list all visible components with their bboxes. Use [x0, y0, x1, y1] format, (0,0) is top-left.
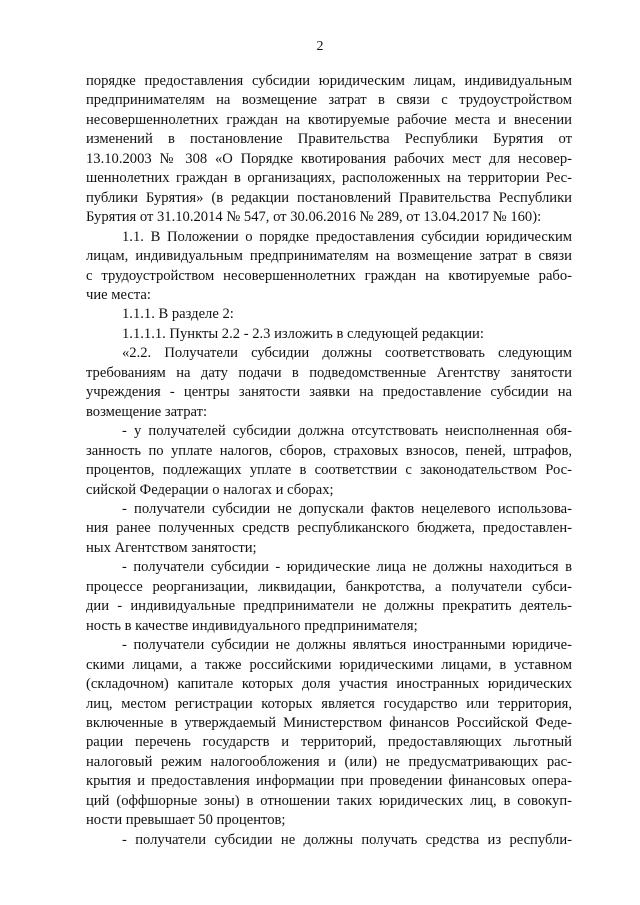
- text-line: - получатели субсидии не должны являться иностранными юридиче-: [122, 637, 572, 654]
- text-line: включенные в утверждаемый Министерством финансов Российской Феде-: [86, 714, 572, 731]
- text-line: рации перечень государств и территорий, предоставляющих льготный: [86, 734, 572, 751]
- page-number: 2: [316, 39, 324, 54]
- text-line: лиц, местом регистрации которых является государство или территория,: [86, 695, 572, 712]
- text-line: порядке предоставления субсидии юридическим лицам, индивидуальным: [86, 73, 572, 89]
- text-line: - получатели субсидии - юридические лица не должны находиться в: [122, 559, 572, 576]
- text-line: сийской Федерации о налогах и сборах;: [86, 481, 334, 498]
- text-line: ния ранее полученных средств республиканского бюджета, предоставлен-: [86, 520, 572, 537]
- text-line: - получатели субсидии не допускали фактов нецелевого использова-: [122, 500, 572, 517]
- text-line: изменений в постановление Правительства Республики Бурятия от: [86, 131, 572, 148]
- text-line: скими лицами, а также российскими юридическими лицами, в уставном: [86, 656, 572, 673]
- text-line: - у получателей субсидии должна отсутствовать неисполненная обя-: [122, 423, 572, 440]
- text-line: с трудоустройством несовершеннолетних граждан на квотируемые рабо-: [86, 267, 572, 284]
- text-line: 1.1.1.1. Пункты 2.2 - 2.3 изложить в следующей редакции:: [122, 325, 484, 342]
- text-line: чие места:: [86, 286, 151, 303]
- text-line: ций (оффшорные зоны) в отношении таких юридических лиц, в совокуп-: [86, 792, 572, 809]
- paragraph: [86, 325, 572, 344]
- paragraph: [86, 344, 572, 422]
- text-line: налоговый режим налогообложения и (или) не предусматривающих рас-: [86, 753, 572, 770]
- text-line: несовершеннолетних граждан на квотируемые рабочие места и внесении: [86, 111, 572, 128]
- text-line: 1.1. В Положении о порядке предоставления субсидии юридическим: [122, 228, 572, 245]
- paragraph: [86, 422, 572, 500]
- text-line: ности превышает 50 процентов;: [86, 812, 286, 829]
- text-line: ных Агентством занятости;: [86, 539, 257, 556]
- paragraph: [86, 500, 572, 558]
- paragraph: [86, 636, 572, 831]
- text-line: процентов, подлежащих уплате в соответствии с законодательством Рос-: [86, 462, 572, 479]
- text-line: шеннолетних граждан в организациях, расположенных на территории Рес-: [86, 170, 572, 187]
- paragraph: [86, 831, 572, 850]
- text-line: учреждения - центры занятости заявки на предоставление субсидии на: [86, 384, 572, 401]
- text-line: (складочном) капитале которых доля участия иностранных юридических: [86, 676, 572, 693]
- text-line: процессе реорганизации, ликвидации, банкротства, а получатели субси-: [86, 578, 572, 595]
- text-line: занность по уплате налогов, сборов, страховых взносов, пеней, штрафов,: [86, 442, 572, 459]
- text-line: 13.10.2003 № 308 «О Порядке квотирования рабочих мест для несовер-: [86, 150, 572, 167]
- text-line: Бурятия от 31.10.2014 № 547, от 30.06.2016 № 289, от 13.04.2017 № 160):: [86, 209, 542, 226]
- document-body: [86, 72, 572, 850]
- text-line: публики Бурятия» (в редакции постановлений Правительства Республики: [86, 189, 572, 206]
- text-line: 1.1.1. В разделе 2:: [122, 306, 234, 323]
- text-line: ность в качестве индивидуального предпринимателя;: [86, 617, 418, 634]
- text-line: требованиям на дату подачи в подведомственные Агентству занятости: [86, 364, 572, 381]
- text-line: крытия и предоставления информации при проведении финансовых опера-: [86, 773, 572, 790]
- paragraph: [86, 228, 572, 306]
- text-line: лицам, индивидуальным предпринимателям на возмещение затрат в связи: [86, 248, 572, 265]
- text-line: возмещение затрат:: [86, 403, 208, 420]
- paragraph: [86, 558, 572, 636]
- paragraph: [86, 305, 572, 324]
- text-line: предпринимателям на возмещение затрат в связи с трудоустройством: [86, 92, 572, 109]
- paragraph: [86, 72, 572, 228]
- text-line: «2.2. Получатели субсидии должны соответствовать следующим: [122, 345, 572, 362]
- text-line: дии - индивидуальные предприниматели не должны прекратить деятель-: [86, 598, 572, 615]
- text-line: - получатели субсидии не должны получать средства из республи-: [122, 831, 572, 848]
